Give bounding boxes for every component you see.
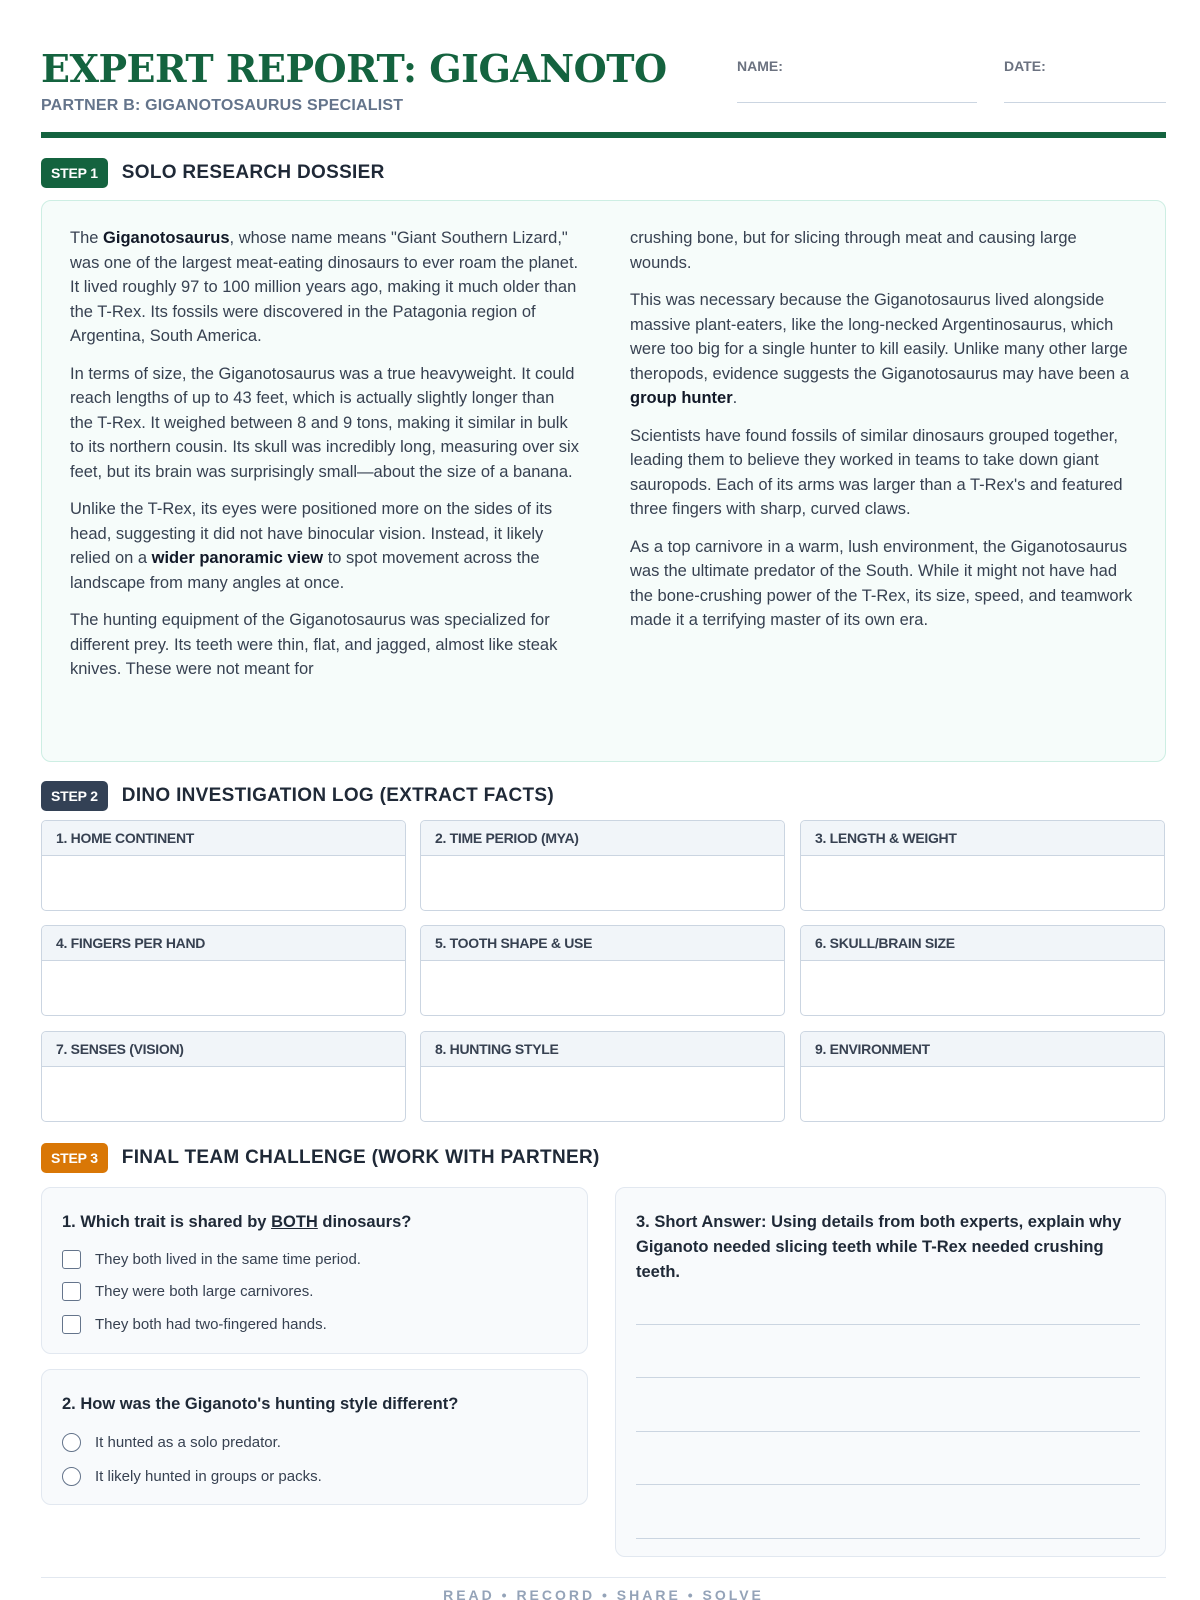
q2-option-groups[interactable] xyxy=(62,1467,322,1486)
header-divider xyxy=(41,132,1166,138)
dossier-left-column xyxy=(70,226,580,695)
fact-cell-label: 8. HUNTING STYLE xyxy=(421,1032,784,1067)
dossier-paragraph: This was necessary because the Giganotosaurus lived alongside massive plant-eaters, like the long-necked Argentinosaurus, which were too big for a single hunter to kill easily. Unlike many other large theropods, evidence suggests the Giganotosaurus may have been a group hunter. xyxy=(630,291,1129,407)
dossier-paragraph: The Giganotosaurus, whose name means "Giant Southern Lizard," was one of the largest meat-eating dinosaurs to ever roam the planet. It lived roughly 97 to 100 million years ago, making it much older than the T-Rex. Its fossils were discovered in the Patagonia region of Argentina, South America. xyxy=(70,229,579,345)
fact-cell-fingers[interactable] xyxy=(41,925,406,1016)
answer-line[interactable] xyxy=(636,1431,1140,1432)
fact-cell-length-weight[interactable] xyxy=(800,820,1165,911)
page-subtitle: PARTNER B: GIGANOTOSAURUS SPECIALIST xyxy=(41,97,404,114)
step3-title: FINAL TEAM CHALLENGE (WORK WITH PARTNER) xyxy=(121,1147,600,1168)
step2-title: DINO INVESTIGATION LOG (EXTRACT FACTS) xyxy=(121,785,555,806)
option-label: It hunted as a solo predator. xyxy=(95,1434,281,1451)
step3-badge: STEP 3 xyxy=(41,1143,108,1173)
q1-option-large-carnivores[interactable] xyxy=(62,1282,313,1301)
question1-card xyxy=(41,1187,588,1354)
fact-cell-label: 2. TIME PERIOD (MYA) xyxy=(421,821,784,856)
date-field[interactable] xyxy=(1004,58,1046,74)
step1-badge: STEP 1 xyxy=(41,158,108,188)
checkbox-icon[interactable] xyxy=(62,1315,81,1334)
date-line[interactable] xyxy=(1004,102,1166,103)
question3-text: 3. Short Answer: Using details from both experts, explain why Giganoto needed slicing teeth while T-Rex needed crushing teeth. xyxy=(636,1213,1122,1281)
name-label: NAME: xyxy=(737,58,783,74)
dossier-paragraph: As a top carnivore in a warm, lush environment, the Giganotosaurus was the ultimate predator of the South. While it might not have had the bone-crushing power of the T-Rex, its size, speed, and teamwork made it a terrifying master of its own era. xyxy=(630,537,1133,629)
dossier-paragraph: The hunting equipment of the Giganotosaurus was specialized for different prey. Its teeth were thin, flat, and jagged, almost like steak knives. These were not meant for xyxy=(70,611,558,678)
name-line[interactable] xyxy=(737,102,977,103)
radio-icon[interactable] xyxy=(62,1433,81,1452)
date-label: DATE: xyxy=(1004,58,1046,74)
page-header xyxy=(41,40,1166,140)
answer-line[interactable] xyxy=(636,1377,1140,1378)
checkbox-icon[interactable] xyxy=(62,1250,81,1269)
fact-cell-label: 7. SENSES (VISION) xyxy=(42,1032,405,1067)
fact-cell-home-continent[interactable] xyxy=(41,820,406,911)
footer-divider xyxy=(41,1577,1166,1578)
fact-cell-tooth-shape[interactable] xyxy=(420,925,785,1016)
answer-line[interactable] xyxy=(636,1484,1140,1485)
option-label: It likely hunted in groups or packs. xyxy=(95,1468,322,1485)
page-title: EXPERT REPORT: GIGANOTO xyxy=(41,46,667,91)
question2-text: 2. How was the Giganoto's hunting style different? xyxy=(62,1395,459,1413)
question1-text: 1. Which trait is shared by BOTH dinosaurs? xyxy=(62,1213,412,1231)
fact-cell-label: 6. SKULL/BRAIN SIZE xyxy=(801,926,1164,961)
fact-cell-label: 4. FINGERS PER HAND xyxy=(42,926,405,961)
footer-motto: READ • RECORD • SHARE • SOLVE xyxy=(443,1587,764,1600)
option-label: They both lived in the same time period. xyxy=(95,1251,361,1268)
fact-cell-environment[interactable] xyxy=(800,1031,1165,1122)
dossier-paragraph: In terms of size, the Giganotosaurus was a true heavyweight. It could reach lengths of up to 43 feet, which is actually slightly longer than the T-Rex. It weighed between 8 and 9 tons, making it similar in bulk to its northern cousin. Its skull was incredibly long, measuring over six feet, but its brain was surprisingly small—about the size of a banana. xyxy=(70,364,579,481)
research-dossier xyxy=(41,200,1166,762)
step3-heading xyxy=(41,1143,600,1173)
step2-heading xyxy=(41,781,554,811)
step2-badge: STEP 2 xyxy=(41,781,108,811)
answer-line[interactable] xyxy=(636,1324,1140,1325)
question3-card xyxy=(615,1187,1166,1557)
step1-title: SOLO RESEARCH DOSSIER xyxy=(121,162,385,183)
dossier-paragraph: Scientists have found fossils of similar dinosaurs grouped together, leading them to believe they worked in teams to take down giant sauropods. Each of its arms was larger than a T-Rex's and featured three fingers with sharp, curved claws. xyxy=(630,426,1123,518)
dossier-paragraph: crushing bone, but for slicing through meat and causing large wounds. xyxy=(630,229,1077,272)
option-label: They were both large carnivores. xyxy=(95,1283,314,1300)
fact-cell-label: 3. LENGTH & WEIGHT xyxy=(801,821,1164,856)
fact-cell-label: 9. ENVIRONMENT xyxy=(801,1032,1164,1067)
fact-cell-skull-brain[interactable] xyxy=(800,925,1165,1016)
radio-icon[interactable] xyxy=(62,1467,81,1486)
fact-cell-senses[interactable] xyxy=(41,1031,406,1122)
answer-line[interactable] xyxy=(636,1538,1140,1539)
question2-card xyxy=(41,1369,588,1505)
step1-heading xyxy=(41,158,385,188)
q1-option-two-fingered[interactable] xyxy=(62,1315,327,1334)
q2-option-solo[interactable] xyxy=(62,1433,281,1452)
fact-cell-label: 1. HOME CONTINENT xyxy=(42,821,405,856)
dossier-right-column xyxy=(630,226,1140,646)
dossier-paragraph: Unlike the T-Rex, its eyes were positioned more on the sides of its head, suggesting it did not have binocular vision. Instead, it likely relied on a wider panoramic view to spot movement across the landscape from many angles at once. xyxy=(70,500,553,592)
name-field[interactable] xyxy=(737,58,783,74)
option-label: They both had two-fingered hands. xyxy=(95,1316,327,1333)
worksheet-page xyxy=(41,0,1166,1600)
checkbox-icon[interactable] xyxy=(62,1282,81,1301)
q1-option-same-time[interactable] xyxy=(62,1250,361,1269)
fact-cell-time-period[interactable] xyxy=(420,820,785,911)
fact-cell-label: 5. TOOTH SHAPE & USE xyxy=(421,926,784,961)
fact-cell-hunting-style[interactable] xyxy=(420,1031,785,1122)
